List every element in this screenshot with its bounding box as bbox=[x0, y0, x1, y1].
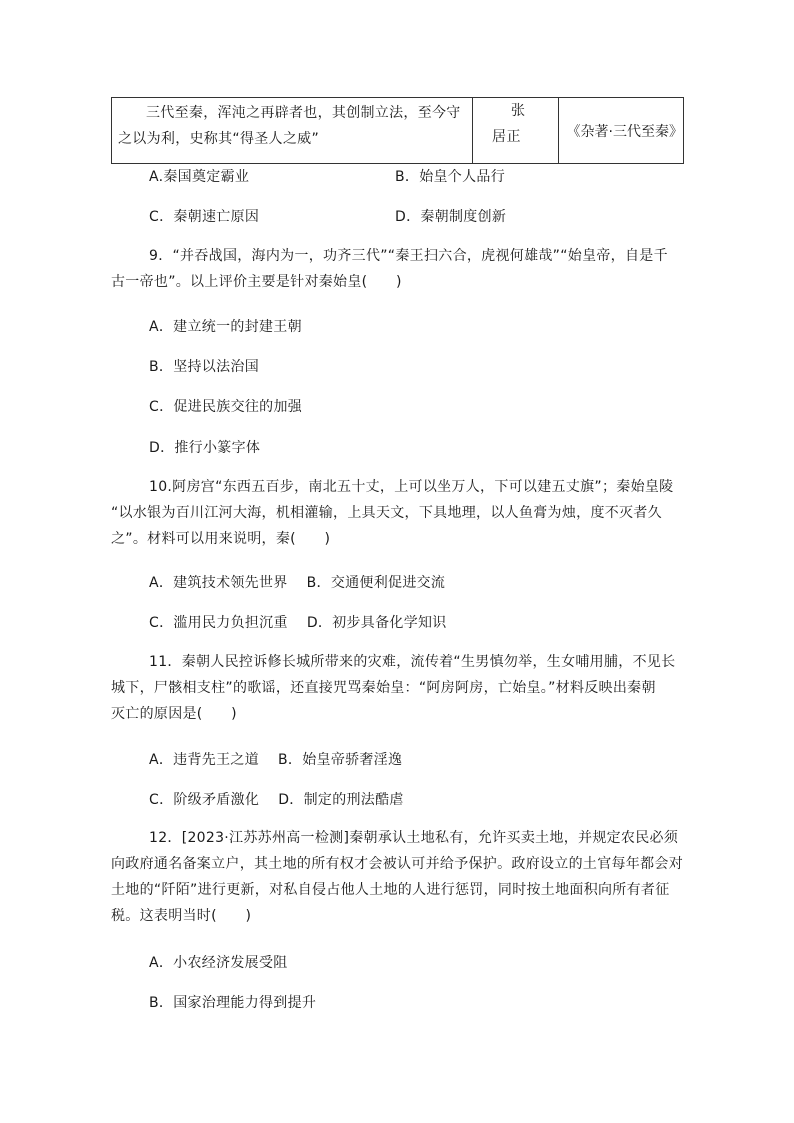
q12-stem-line4: 税。这表明当时( ) bbox=[111, 908, 252, 924]
q8-option-a: A.秦国奠定霸业 bbox=[149, 169, 250, 185]
q11-stem-line2: 城下，尸骸相支柱”的歌谣，还直接咒骂秦始皇：“阿房阿房，亡始皇。”材料反映出秦朝 bbox=[111, 680, 656, 696]
q11-stem-line3: 灭亡的原因是( ) bbox=[111, 706, 237, 722]
q9-option-a: A．建立统一的封建王朝 bbox=[149, 319, 302, 335]
q12-stem-line3: 土地的“阡陌”进行更新，对私自侵占他人土地的人进行惩罚，同时按土地面积向所有者征 bbox=[111, 882, 670, 898]
q12-stem bbox=[111, 825, 691, 929]
q9-option-d: D．推行小篆字体 bbox=[149, 440, 261, 456]
q10-stem bbox=[111, 474, 691, 552]
q11-options-cd: C．阶级矛盾激化 D．制定的刑法酷虐 bbox=[149, 792, 404, 808]
source-author-line1: 张 bbox=[511, 103, 526, 119]
source-work bbox=[559, 98, 684, 164]
q12-stem-line1: 12．[2023·江苏苏州高一检测]秦朝承认土地私有，允许买卖土地，并规定农民必须 bbox=[149, 830, 679, 846]
q11-options-ab: A．违背先王之道 B．始皇帝骄奢淫逸 bbox=[149, 752, 403, 768]
source-work-title: 《杂著·三代至秦》 bbox=[566, 123, 683, 140]
source-author bbox=[473, 98, 559, 164]
q9-option-b: B．坚持以法治国 bbox=[149, 359, 260, 375]
q10-options-ab: A．建筑技术领先世界 B．交通便利促进交流 bbox=[149, 575, 446, 591]
q9-stem-line1: 9．“并吞战国，海内为一，功齐三代”“秦王扫六合，虎视何雄哉”“始皇帝，自是千 bbox=[149, 248, 668, 264]
q11-stem bbox=[111, 649, 691, 727]
q8-option-b: B．始皇个人品行 bbox=[395, 169, 506, 185]
q10-stem-line2: “以水银为百川江河大海，机相灌输，上具天文，下具地理，以人鱼膏为烛，度不灭者久 bbox=[111, 505, 662, 521]
q8-option-d: D．秦朝制度创新 bbox=[395, 209, 507, 225]
q10-stem-line1: 10.阿房宫“东西五百步，南北五十丈，上可以坐万人，下可以建五丈旗”；秦始皇陵 bbox=[149, 479, 674, 495]
q9-stem-line2: 古一帝也”。以上评价主要是针对秦始皇( ) bbox=[111, 274, 402, 290]
q10-options-cd: C．滥用民力负担沉重 D．初步具备化学知识 bbox=[149, 615, 447, 631]
q9-stem bbox=[111, 243, 691, 295]
q10-stem-line3: 之”。材料可以用来说明，秦( ) bbox=[111, 531, 331, 547]
q12-option-b: B．国家治理能力得到提升 bbox=[149, 995, 317, 1011]
source-quote: 三代至秦，浑沌之再辟者也，其创制立法，至今守之以为利，史称其“得圣人之威” bbox=[112, 98, 473, 164]
q12-stem-line2: 向政府通名备案立户，其土地的所有权才会被认可并给予保护。政府设立的土官每年都会对 bbox=[111, 856, 683, 872]
q8-option-c: C．秦朝速亡原因 bbox=[149, 209, 260, 225]
source-table bbox=[111, 97, 684, 164]
q12-option-a: A．小农经济发展受阻 bbox=[149, 955, 288, 971]
q11-stem-line1: 11．秦朝人民控诉修长城所带来的灾难，流传着“生男慎勿举，生女哺用脯，不见长 bbox=[149, 654, 676, 670]
q9-option-c: C．促进民族交往的加强 bbox=[149, 399, 303, 415]
source-author-line2: 居正 bbox=[492, 129, 521, 145]
